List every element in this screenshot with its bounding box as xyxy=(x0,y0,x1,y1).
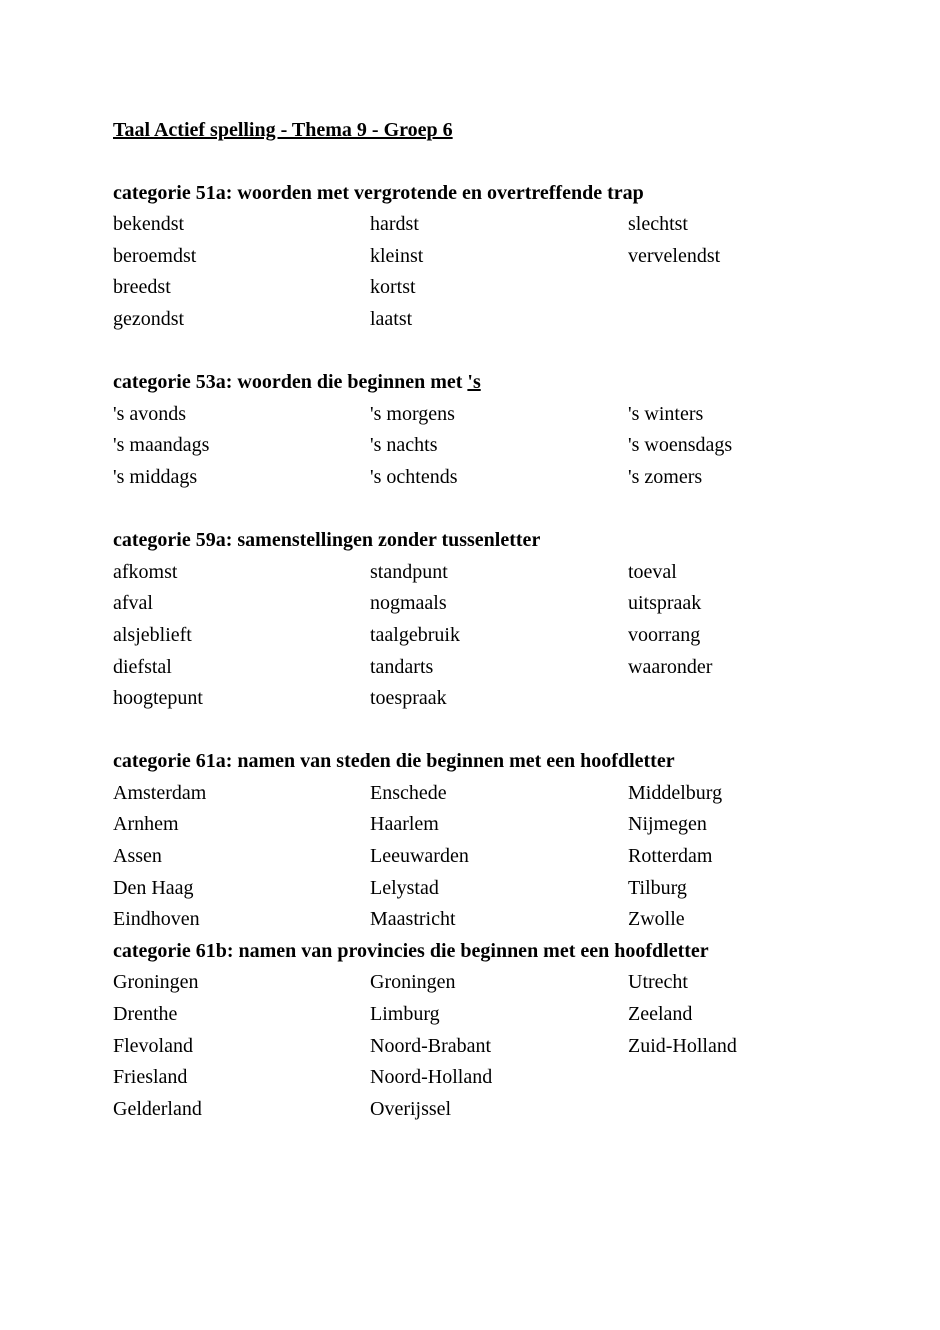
blank-line xyxy=(113,494,873,526)
word-cell: Den Haag xyxy=(113,876,194,899)
word-cell: Arnhem xyxy=(113,813,179,836)
word-row xyxy=(113,1031,873,1063)
word-cell: Utrecht xyxy=(628,971,688,994)
word-cell: toespraak xyxy=(370,687,447,710)
word-cell xyxy=(628,1062,873,1094)
word-cell: alsjeblieft xyxy=(113,623,192,646)
word-cell: Noord-Brabant xyxy=(370,1034,492,1057)
word-cell: 's avonds xyxy=(113,402,187,425)
word-cell: 's maandags xyxy=(113,434,210,457)
word-cell: Gelderland xyxy=(113,1097,202,1120)
word-cell: Groningen xyxy=(370,971,456,994)
word-row xyxy=(113,873,873,905)
category-heading-underlined-term: 's xyxy=(467,371,481,394)
word-cell xyxy=(628,304,873,336)
word-cell: afval xyxy=(113,592,153,615)
word-row xyxy=(113,557,873,589)
word-cell: Rotterdam xyxy=(628,845,713,868)
word-cell: diefstal xyxy=(113,655,172,678)
word-cell: Nijmegen xyxy=(628,813,707,836)
word-row xyxy=(113,209,873,241)
word-cell: beroemdst xyxy=(113,244,197,267)
word-row xyxy=(113,967,873,999)
blank-line xyxy=(113,336,873,368)
word-cell: Middelburg xyxy=(628,781,723,804)
category-heading-text: categorie 61b: namen van provincies die beginnen met een hoofdletter xyxy=(113,939,709,962)
word-row xyxy=(113,241,873,273)
word-cell: standpunt xyxy=(370,560,448,583)
category-heading xyxy=(113,367,873,399)
category-heading-text: categorie 59a: samenstellingen zonder tussenletter xyxy=(113,529,541,552)
word-cell: slechtst xyxy=(628,213,688,236)
category-heading-text: categorie 53a: woorden die beginnen met xyxy=(113,371,468,394)
word-cell: waaronder xyxy=(628,655,713,678)
document-page xyxy=(113,114,873,1125)
word-cell: laatst xyxy=(370,307,413,330)
word-cell: 's morgens xyxy=(370,402,455,425)
word-row xyxy=(113,1094,873,1126)
word-cell: Lelystad xyxy=(370,876,439,899)
word-cell: nogmaals xyxy=(370,592,447,615)
word-cell: breedst xyxy=(113,276,171,299)
word-cell: Zeeland xyxy=(628,1003,693,1026)
word-cell: Zwolle xyxy=(628,908,685,931)
word-cell: hoogtepunt xyxy=(113,687,203,710)
blank-line xyxy=(113,715,873,747)
word-cell: Limburg xyxy=(370,1003,440,1026)
word-cell: toeval xyxy=(628,560,677,583)
word-cell: 's ochtends xyxy=(370,465,458,488)
word-cell: kleinst xyxy=(370,244,424,267)
word-row xyxy=(113,620,873,652)
word-cell: bekendst xyxy=(113,213,185,236)
word-row xyxy=(113,999,873,1031)
word-row xyxy=(113,809,873,841)
word-row xyxy=(113,904,873,936)
word-row xyxy=(113,462,873,494)
word-cell: 's middags xyxy=(113,465,198,488)
word-cell: kortst xyxy=(370,276,416,299)
word-cell: Friesland xyxy=(113,1066,188,1089)
word-cell: Enschede xyxy=(370,781,447,804)
category-heading xyxy=(113,746,873,778)
category-sections xyxy=(113,146,873,1125)
word-row xyxy=(113,430,873,462)
word-cell: 's nachts xyxy=(370,434,438,457)
word-cell: hardst xyxy=(370,213,419,236)
word-cell: Groningen xyxy=(113,971,199,994)
word-row xyxy=(113,1062,873,1094)
category-heading-text: categorie 61a: namen van steden die beginnen met een hoofdletter xyxy=(113,750,675,773)
word-row xyxy=(113,652,873,684)
blank-line xyxy=(113,146,873,178)
word-cell: taalgebruik xyxy=(370,623,460,646)
word-cell: 's woensdags xyxy=(628,434,733,457)
document-title: Taal Actief spelling - Thema 9 - Groep 6 xyxy=(113,119,453,141)
word-cell: Eindhoven xyxy=(113,908,200,931)
category-heading xyxy=(113,178,873,210)
word-cell xyxy=(628,272,873,304)
word-cell: Drenthe xyxy=(113,1003,178,1026)
word-row xyxy=(113,304,873,336)
word-row xyxy=(113,683,873,715)
word-row xyxy=(113,399,873,431)
word-cell: Zuid-Holland xyxy=(628,1034,737,1057)
word-cell xyxy=(628,1094,873,1126)
word-cell: vervelendst xyxy=(628,244,721,267)
word-cell: 's zomers xyxy=(628,465,703,488)
word-cell: Noord-Holland xyxy=(370,1066,493,1089)
word-cell: Leeuwarden xyxy=(370,845,469,868)
category-heading-text: categorie 51a: woorden met vergrotende en overtreffende trap xyxy=(113,181,644,204)
word-cell: 's winters xyxy=(628,402,704,425)
word-row xyxy=(113,588,873,620)
word-cell: Maastricht xyxy=(370,908,456,931)
word-cell: voorrang xyxy=(628,623,701,646)
word-cell: uitspraak xyxy=(628,592,702,615)
word-cell: afkomst xyxy=(113,560,178,583)
word-cell: tandarts xyxy=(370,655,434,678)
word-cell: Overijssel xyxy=(370,1097,452,1120)
word-cell: Assen xyxy=(113,845,162,868)
word-cell: Tilburg xyxy=(628,876,687,899)
word-row xyxy=(113,841,873,873)
word-row xyxy=(113,778,873,810)
word-cell: Haarlem xyxy=(370,813,439,836)
word-cell: Amsterdam xyxy=(113,781,207,804)
category-heading xyxy=(113,936,873,968)
word-cell: Flevoland xyxy=(113,1034,193,1057)
word-cell xyxy=(628,683,873,715)
word-cell: gezondst xyxy=(113,307,185,330)
category-heading xyxy=(113,525,873,557)
word-row xyxy=(113,272,873,304)
